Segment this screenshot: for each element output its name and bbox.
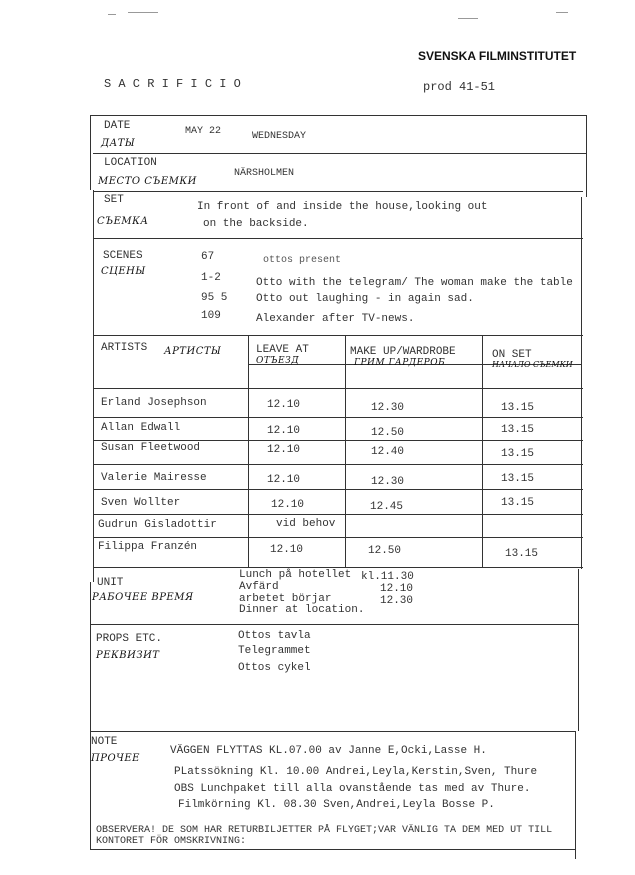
date-label-ru: ДАТЫ [101,138,136,149]
on-set-time: 13.15 [501,497,535,509]
location-label-ru: МЕСТО СЪЕМКИ [98,176,197,187]
scenes-label: SCENES [103,250,143,262]
unit-label: UNIT [97,577,124,589]
on-set-header: ON SET [492,349,532,361]
artists-header-ru: АРТИСТЫ [164,346,222,357]
prop-item: Telegrammet [238,645,311,657]
unit-line: Lunch på hotellet [239,569,352,581]
artist-name: Filippa Franzén [98,541,198,553]
institute-name: SVENSKA FILMINSTITUTET [418,49,577,63]
on-set-time: 13.15 [505,548,539,560]
scenes-label-ru: СЦЕНЫ [101,266,146,277]
date-label: DATE [104,120,131,132]
leave-time: 12.10 [267,474,301,486]
artist-name: Gudrun Gisladottir [98,519,217,531]
makeup-header-ru: ГРИМ ГАРДЕРОБ [354,358,446,368]
makeup-time: 12.30 [371,476,405,488]
unit-time: 12.10 [380,583,414,595]
note-line: PLatssökning Kl. 10.00 Andrei,Leyla,Kerstin,Sven, Thure [174,766,538,778]
scene-number: 67 [201,251,215,263]
on-set-time: 13.15 [501,448,535,460]
note-line: VÄGGEN FLYTTAS KL.07.00 av Janne E,Ocki,Lasse H. [170,745,487,757]
unit-line: Dinner at location. [239,604,365,616]
makeup-time: 12.50 [371,427,405,439]
makeup-time: 12.45 [370,501,404,513]
unit-line: Avfärd [239,581,279,593]
leave-time: 12.10 [271,499,305,511]
makeup-header: MAKE UP/WARDROBE [350,346,456,358]
note-label-ru: ПРОЧЕЕ [91,753,140,764]
leave-time: 12.10 [270,544,304,556]
location-value: NÄRSHOLMEN [234,168,295,179]
props-label-ru: РЕКВИЗИТ [96,650,160,661]
artists-header: ARTISTS [101,342,148,354]
observe-notice: OBSERVERA! DE SOM HAR RETURBILJETTER PÅ FLYGET;VAR VÄNLIG TA DEM MED UT TILL [96,825,553,836]
prop-item: Ottos tavla [238,630,311,642]
location-label: LOCATION [104,157,157,169]
set-line-1: In front of and inside the house,looking out [197,201,488,213]
scene-number: 109 [201,310,221,322]
scene-number: 1-2 [201,272,221,284]
prop-item: Ottos cykel [238,662,311,674]
scene-description: Otto with the telegram/ The woman make the table [256,277,573,289]
prod-number: prod 41-51 [423,80,496,94]
leave-time: vid behov [276,518,336,530]
set-label: SET [104,194,124,206]
note-label: NOTE [91,736,118,748]
scan-speck [458,18,478,19]
leave-at-header-ru: ОТЪЕЗД [256,356,300,366]
date-weekday: WEDNESDAY [252,131,307,142]
unit-time: kl.11.30 [361,571,414,583]
scan-speck [128,12,158,13]
set-label-ru: СЪЕМКА [97,216,149,227]
scene-number: 95 5 [201,292,228,304]
on-set-time: 13.15 [501,402,535,414]
props-label: PROPS ETC. [96,633,163,645]
unit-label-ru: РАБОЧЕЕ ВРЕМЯ [92,592,194,603]
artist-name: Allan Edwall [101,422,181,434]
on-set-header-ru: НАЧАЛО СЪЕМКИ [492,360,573,369]
makeup-time: 12.30 [371,402,405,414]
artist-name: Erland Josephson [101,397,207,409]
leave-time: 12.10 [267,425,301,437]
set-line-2: on the backside. [203,218,309,230]
note-line: Filmkörning Kl. 08.30 Sven,Andrei,Leyla Bosse P. [178,799,495,811]
leave-time: 12.10 [267,399,301,411]
scan-speck [556,12,568,13]
makeup-time: 12.40 [371,446,405,458]
artist-name: Susan Fleetwood [101,442,201,454]
on-set-time: 13.15 [501,424,535,436]
artist-name: Valerie Mairesse [101,472,207,484]
on-set-time: 13.15 [501,473,535,485]
leave-time: 12.10 [267,444,301,456]
unit-time: 12.30 [380,595,414,607]
observe-notice-cont: KONTORET FÖR OMSKRIVNING: [96,836,247,847]
film-title: S A C R I F I C I O [104,77,241,91]
scan-speck [108,14,116,15]
makeup-time: 12.50 [368,545,402,557]
date-value: MAY 22 [185,126,222,137]
artist-name: Sven Wollter [101,497,181,509]
unit-line: arbetet börjar [239,593,332,605]
leave-at-header: LEAVE AT [256,344,309,356]
note-line: OBS Lunchpaket till alla ovanstående tas med av Thure. [174,783,531,795]
scene-description: Alexander after TV-news. [256,313,415,325]
scene-description: Otto out laughing - in again sad. [256,293,474,305]
scene-description: ottos present [263,255,342,266]
